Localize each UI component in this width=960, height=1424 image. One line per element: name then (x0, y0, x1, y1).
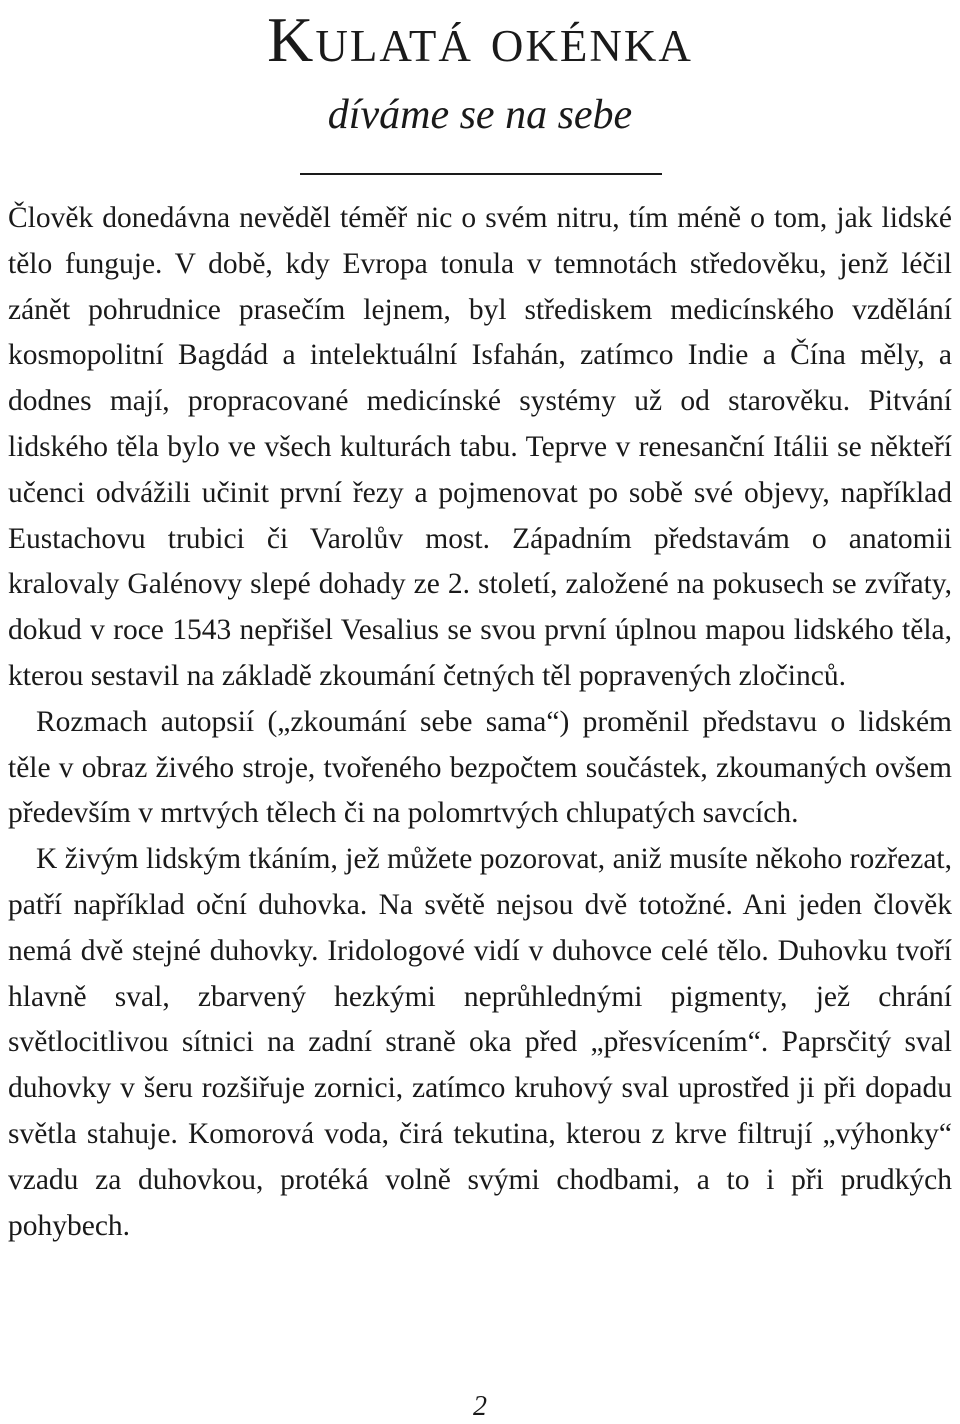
paragraph-3: K živým lidským tkáním, jež můžete pozorovat, aniž musíte někoho rozřezat, patří například oční duhovka. Na světě nejsou dvě totožné. Ani jeden člověk nemá dvě stejné duhovky. Iridologové vidí v duhovce celé tělo. Duhovku tvoří hlavně sval, zbarvený hezkými neprůhlednými pigmenty, jež chrání světlocitlivou sítnici na zadní straně oka před „přesvícením“. Paprsčitý sval duhovky v šeru rozšiřuje zornici, zatímco kruhový sval uprostřed ji při dopadu světla stahuje. Komorová voda, čirá tekutina, kterou z krve filtrují „výhonky“ vzadu za duhovkou, protéká volně svými chodbami, a to i při prudkých pohybech. (8, 843, 952, 1242)
chapter-title: Kulatá okénka (267, 4, 693, 75)
title-divider (300, 173, 662, 175)
page-number: 2 (473, 1391, 487, 1422)
chapter-subtitle: díváme se na sebe (327, 92, 633, 138)
paragraph-2: Rozmach autopsií („zkoumání sebe sama“) proměnil představu o lidském těle v obraz živého stroje, tvořeného bezpočtem součástek, zkoumaných ovšem především v mrtvých tělech či na polomrtvých chlupatých savcích. (8, 705, 952, 830)
body-text (8, 196, 952, 1249)
paragraph-1: Člověk donedávna nevěděl téměř nic o svém nitru, tím méně o tom, jak lidské tělo funguje. V době, kdy Evropa tonula v temnotách středověku, jenž léčil zánět pohrudnice prasečím lejnem, byl střediskem medicínského vzdělání kosmopolitní Bagdád a intelektuální Isfahán, zatímco Indie a Čína měly, a dodnes mají, propracované medicínské systémy už od starověku. Pitvání lidského těla bylo ve všech kulturách tabu. Teprve v renesanční Itálii se někteří učenci odvážili učinit první řezy a pojmenovat po sobě své objevy, například Eustachovu trubici či Varolův most. Západním představám o anatomii kralovaly Galénovy slepé dohady ze 2. století, založené na pokusech se zvířaty, dokud v roce 1543 nepřišel Vesalius se svou první úplnou mapou lidského těla, kterou sestavil na základě zkoumání četných těl popravených zločinců. (8, 202, 952, 692)
